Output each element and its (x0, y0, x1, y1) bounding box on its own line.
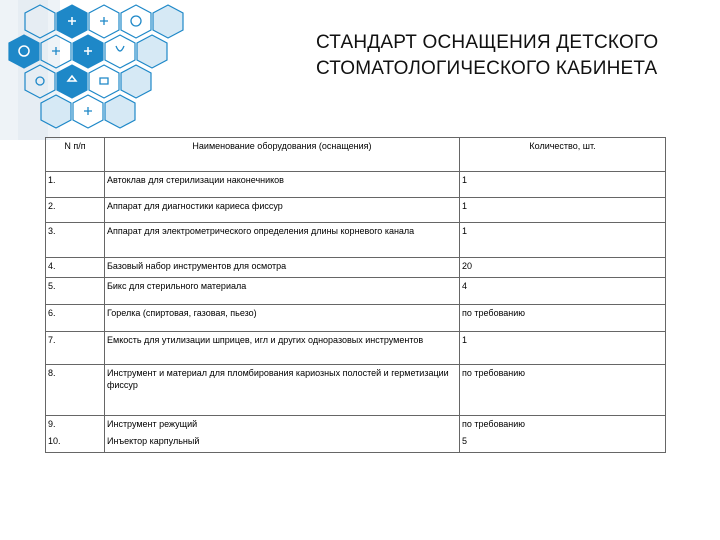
table-row (46, 332, 666, 365)
row-name: Автоклав для стерилизации наконечников (105, 172, 460, 198)
page-title (316, 30, 706, 82)
row-name: Базовый набор инструментов для осмотра (105, 258, 460, 278)
row-number: 8. (46, 365, 105, 416)
table-row (46, 258, 666, 278)
row-quantity: 1 (460, 332, 666, 365)
row-number: 4. (46, 258, 105, 278)
row-quantity-10: 5 (462, 436, 468, 446)
table-row (46, 278, 666, 305)
row-quantity: по требованию (460, 365, 666, 416)
table-header-row (46, 138, 666, 172)
table-row (46, 305, 666, 332)
header-number: N п/п (46, 138, 105, 172)
table-row (46, 198, 666, 223)
row-number: 5. (46, 278, 105, 305)
row-name: Инструмент и материал для пломбирования кариозных полостей и герметизации фиссур (105, 365, 460, 416)
row-number: 7. (46, 332, 105, 365)
row-number: 2. (46, 198, 105, 223)
row-quantity: 1 (460, 223, 666, 258)
title-line-2: СТОМАТОЛОГИЧЕСКОГО КАБИНЕТА (316, 58, 658, 79)
row-quantity-9: по требованию (462, 419, 526, 429)
header-name: Наименование оборудования (оснащения) (105, 138, 460, 172)
row-number-9: 9. (48, 419, 56, 429)
row-quantity: 20 (460, 258, 666, 278)
row-name: Емкость для утилизации шприцев, игл и других одноразовых инструментов (105, 332, 460, 365)
table-row (46, 223, 666, 258)
row-number (46, 416, 105, 453)
row-quantity: по требованию (460, 305, 666, 332)
row-number: 1. (46, 172, 105, 198)
row-quantity: 1 (460, 198, 666, 223)
equipment-table (45, 137, 666, 453)
row-quantity: 4 (460, 278, 666, 305)
row-number: 3. (46, 223, 105, 258)
row-name: Аппарат для электрометрического определения длины корневого канала (105, 223, 460, 258)
row-name-9: Инструмент режущий (107, 419, 198, 429)
table-row (46, 365, 666, 416)
row-name: Горелка (спиртовая, газовая, пьезо) (105, 305, 460, 332)
row-number: 6. (46, 305, 105, 332)
table-row (46, 416, 666, 453)
row-number-10: 10. (48, 436, 61, 446)
medical-hexagon-pattern-icon (0, 0, 210, 140)
row-quantity: 1 (460, 172, 666, 198)
row-name: Бикс для стерильного материала (105, 278, 460, 305)
row-name: Аппарат для диагностики кариеса фиссур (105, 198, 460, 223)
title-line-1: СТАНДАРТ ОСНАЩЕНИЯ ДЕТСКОГО (316, 32, 659, 53)
header-quantity: Количество, шт. (460, 138, 666, 172)
table-row (46, 172, 666, 198)
row-name (105, 416, 460, 453)
row-quantity (460, 416, 666, 453)
row-name-10: Инъектор карпульный (107, 436, 200, 446)
